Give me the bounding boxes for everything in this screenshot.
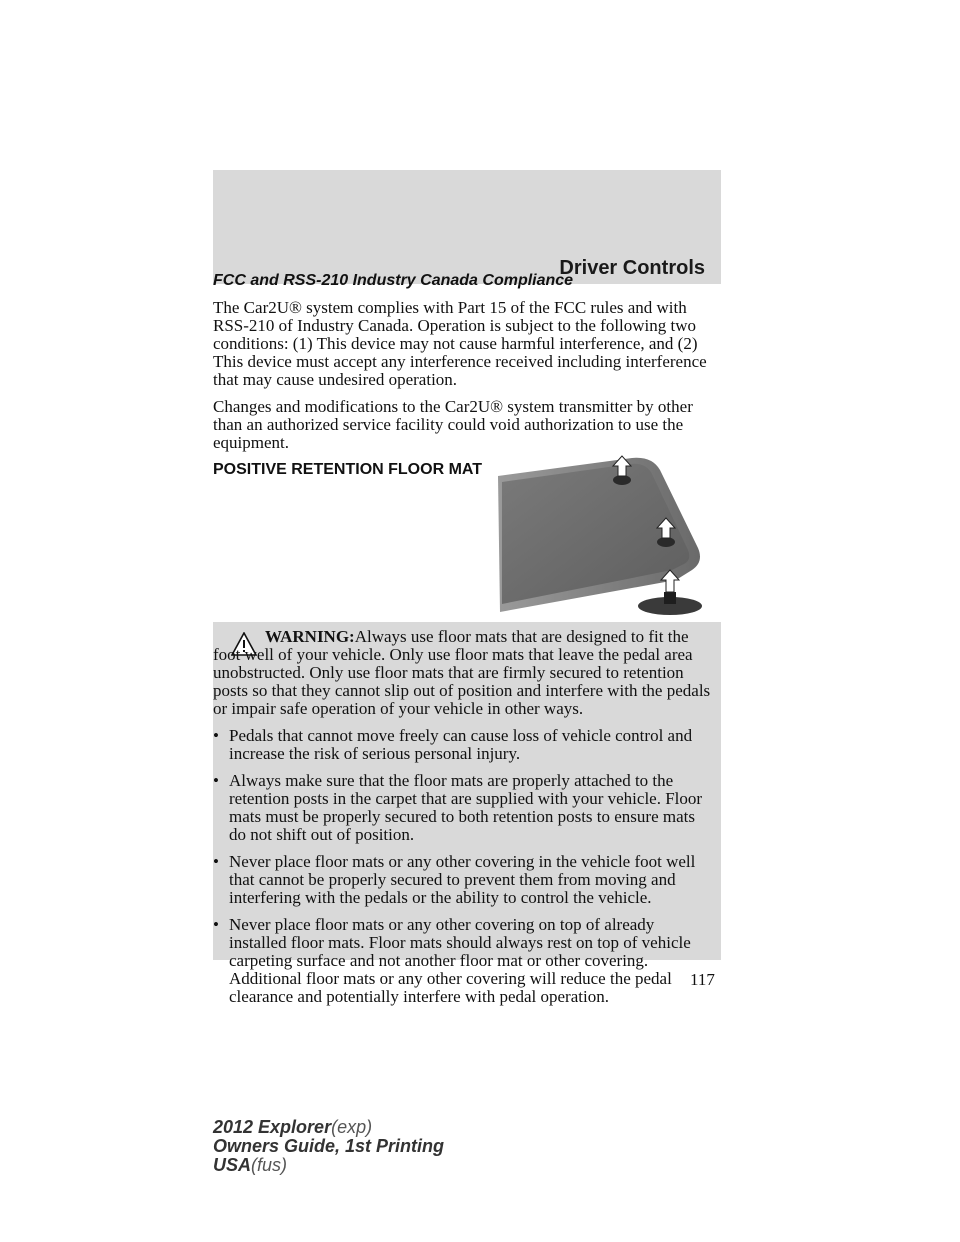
footer-market-code: (fus) — [251, 1155, 288, 1175]
footer-edition-info — [213, 1118, 444, 1175]
floor-mat-illustration — [492, 452, 706, 620]
warning-bullet: • Never place floor mats or any other covering on top of already installed floor mats. Floor mats should always rest on top of vehicle carpeting surface and not another floor mat or other covering. Additional floor mats or any other covering will reduce the pedal clearance and potentially interfere with pedal operation. — [213, 916, 713, 1006]
warning-paragraph — [213, 628, 713, 718]
footer-line-3 — [213, 1156, 444, 1175]
warning-bullet: • Pedals that cannot move freely can cause loss of vehicle control and increase the risk of serious personal injury. — [213, 727, 713, 763]
footer-market: USA — [213, 1155, 252, 1175]
warning-content — [213, 628, 713, 1015]
floor-mat-heading: POSITIVE RETENTION FLOOR MAT — [213, 461, 483, 478]
footer-line-2 — [213, 1137, 444, 1156]
footer-line-1 — [213, 1118, 444, 1137]
footer-model: 2012 Explorer — [213, 1117, 332, 1137]
fcc-heading: FCC and RSS-210 Industry Canada Compliance — [213, 272, 574, 289]
warning-label: WARNING: — [265, 627, 355, 646]
footer-printing: Owners Guide, 1st Printing — [213, 1136, 445, 1156]
fcc-paragraph-2: Changes and modifications to the Car2U® system transmitter by other than an authorized service facility could void authorization to use the equipment. — [213, 397, 693, 452]
section-header-band — [213, 170, 721, 284]
warning-bullet: • Always make sure that the floor mats are properly attached to the retention posts in the carpet that are supplied with your vehicle. Floor mats must be properly secured to both retention posts to ensure mats do not shift out of position. — [213, 772, 713, 844]
fcc-paragraph-1: The Car2U® system complies with Part 15 of the FCC rules and with RSS-210 of Industry Canada. Operation is subject to the following two conditions: (1) This device may not cause harmful interference, and (2) This device must accept any interference received including interference that may cause undesired operation. — [213, 298, 707, 389]
warning-bullet: • Never place floor mats or any other covering in the vehicle foot well that cannot be properly secured to prevent them from moving and interfering with the pedals or the ability to control the vehicle. — [213, 853, 713, 907]
section-title: Driver Controls — [559, 257, 705, 279]
main-content — [213, 268, 721, 479]
warning-text: Always use floor mats that are designed to fit the foot well of your vehicle. Only use floor mats that leave the pedal area unobstructed. Only use floor mats that are firmly secured to retention posts so that they cannot slip out of position and interfere with the pedals or impair safe operation of your vehicle in other ways. — [213, 627, 711, 718]
page-number: 117 — [690, 970, 715, 989]
warning-bullet-list — [213, 727, 713, 1006]
footer-model-code: (exp) — [331, 1117, 373, 1137]
